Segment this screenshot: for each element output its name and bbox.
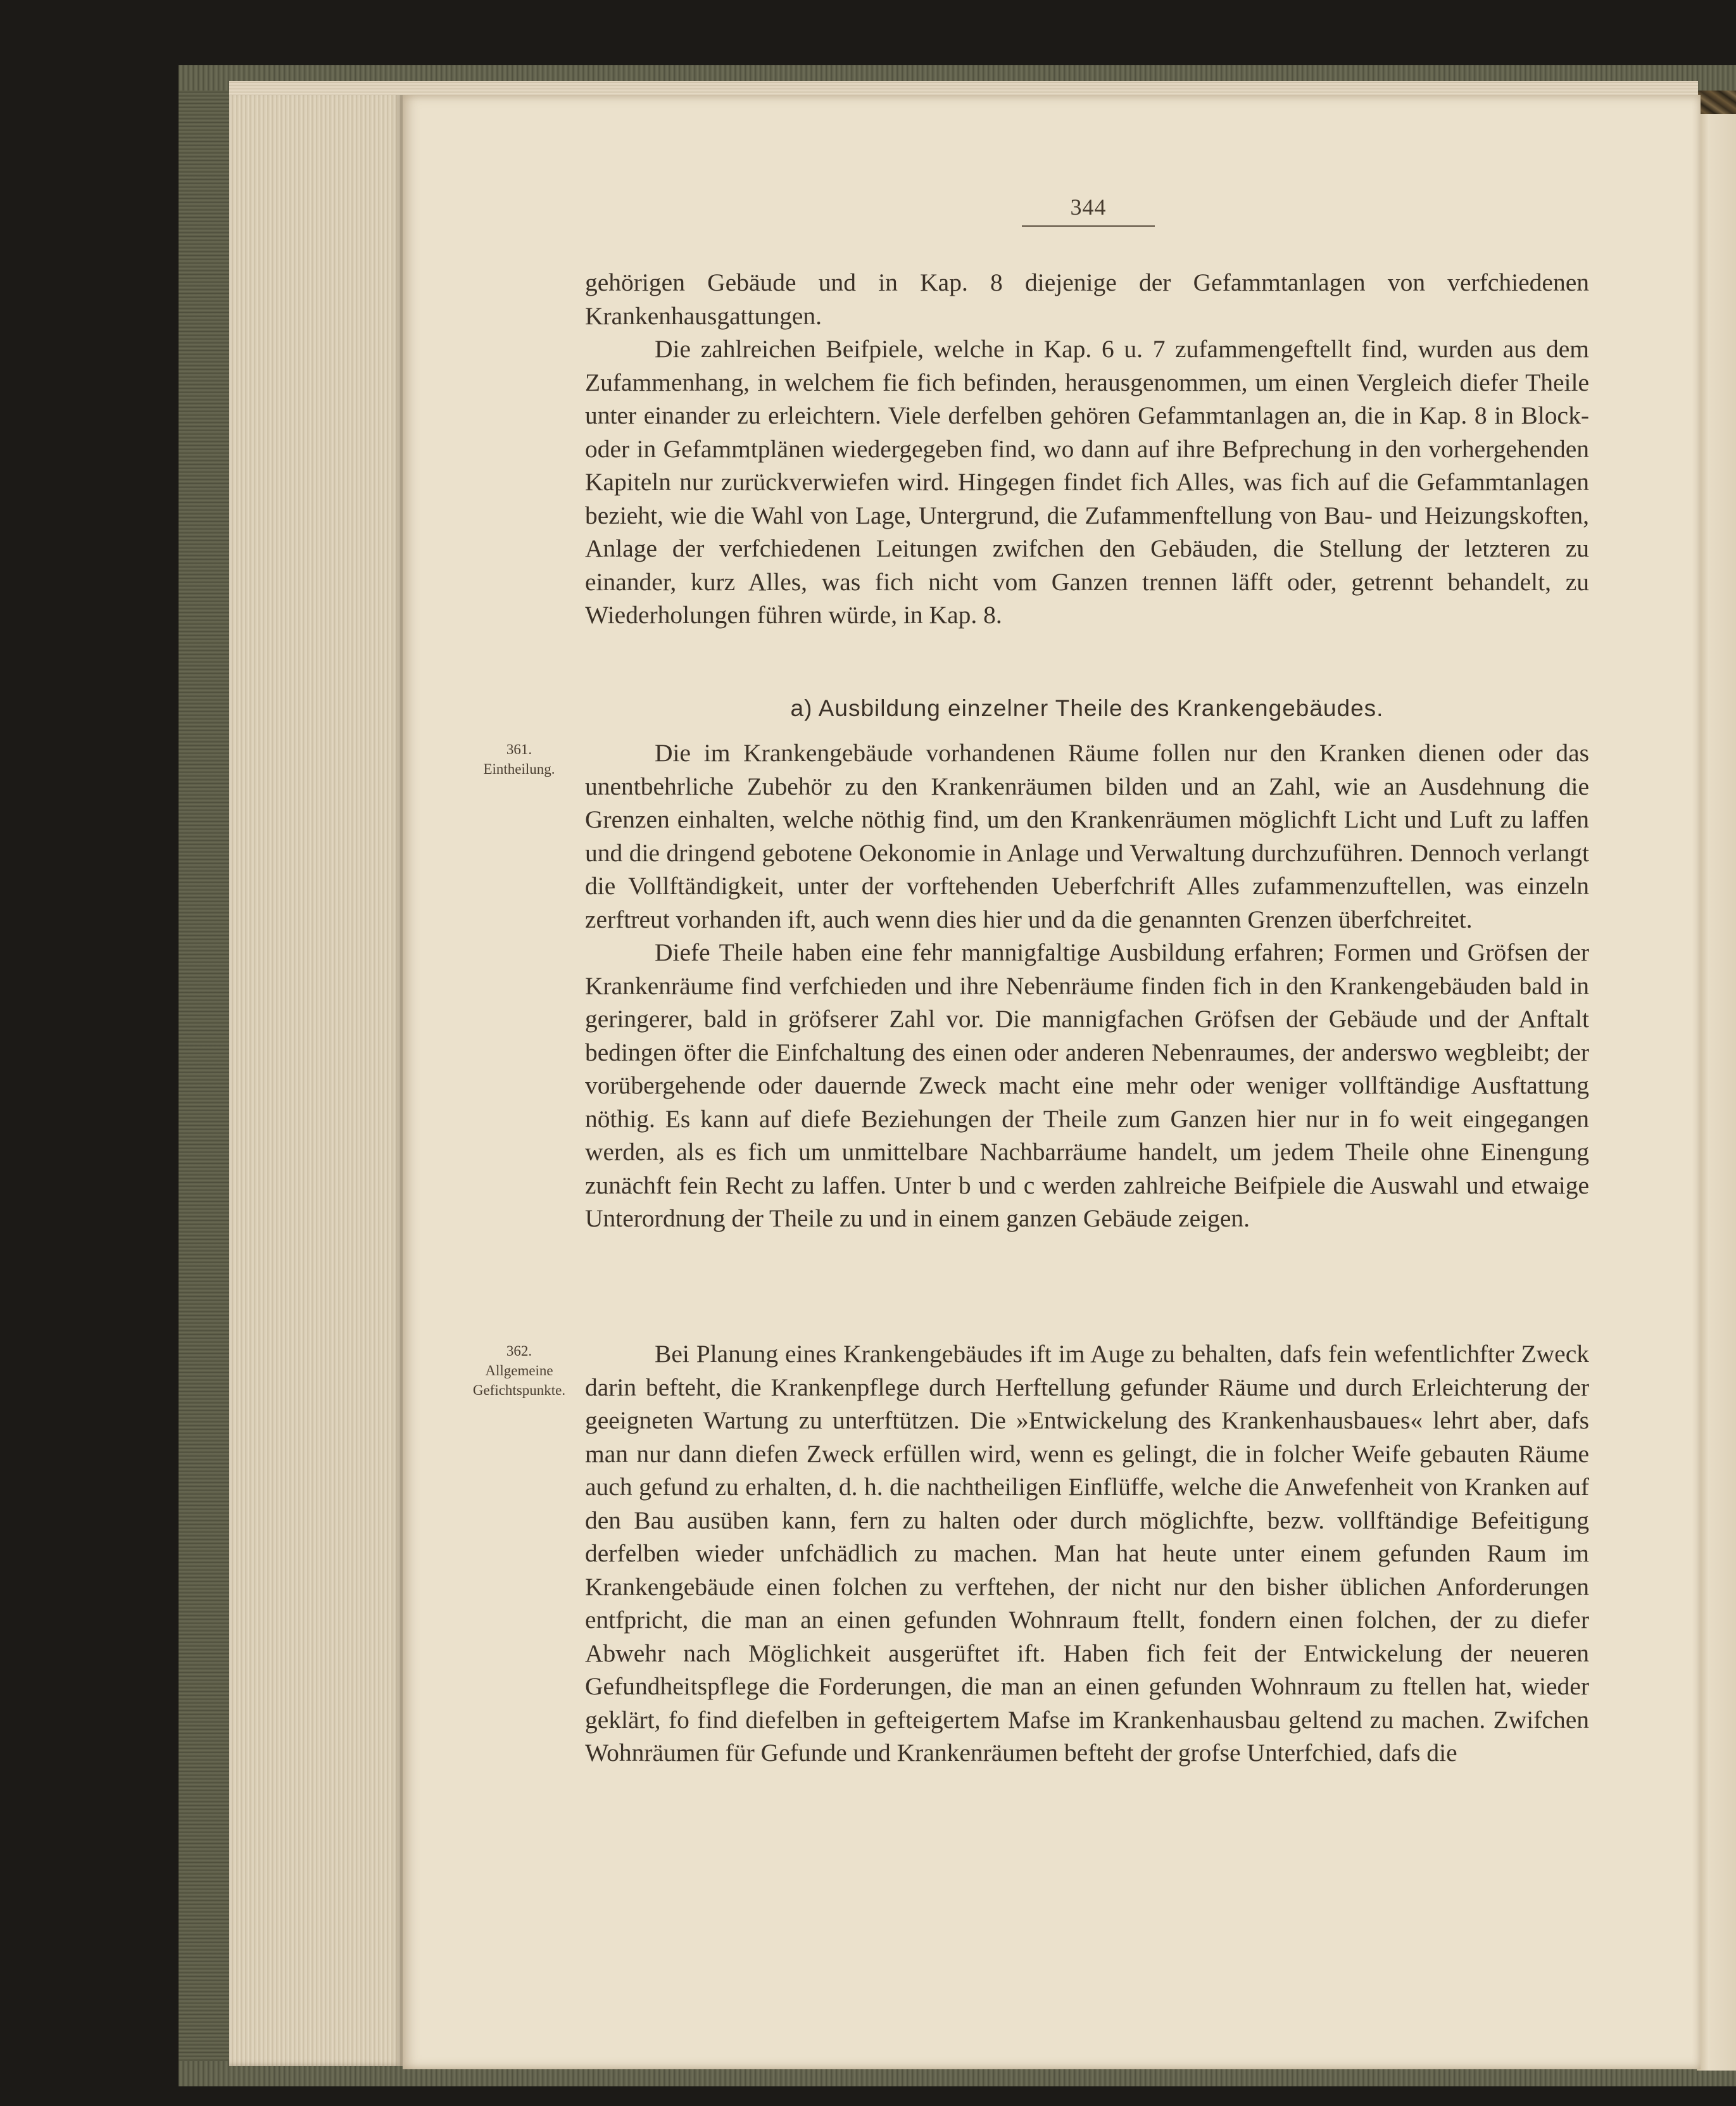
intro-paragraph-1: gehörigen Gebäude und in Kap. 8 diejenige der Gefammtanlagen von verfchiedenen Krankenhausgattungen. <box>585 268 1589 330</box>
page-number: 344 <box>1070 194 1107 220</box>
section-361-paragraph-1: Die im Krankengebäude vorhandenen Räume follen nur den Kranken dienen oder das unentbehrliche Zubehör zu den Krankenräumen bilden und an Zahl, wie an Ausdehnung die Grenzen einhalten, welche nöthig find, um den Krankenräumen möglichft Licht und Luft zu laffen und die dringend gebotene Oekonomie in Anlage und Verwaltung durchzuführen. Dennoch verlangt die Vollftändigkeit, unter der vorftehenden Ueberfchrift Alles zufammenzuftellen, was einzeln zerftreut vorhanden ift, auch wenn dies hier und da die genannten Grenzen überfchreitet. <box>585 739 1589 933</box>
section-362-text <box>585 1337 1589 1770</box>
marginal-label-line-1: Allgemeine <box>485 1363 553 1378</box>
book-binding-edge <box>179 65 229 2086</box>
intro-paragraph-2: Die zahlreichen Beifpiele, welche in Kap. 6 u. 7 zufammengeftellt find, wurden aus dem Zufammenhang, in welchem fie fich befinden, herausgenommen, um einen Vergleich diefer Theile unter einander zu erleichtern. Viele derfelben gehören Gefammtanlagen an, die in Kap. 8 in Block- oder in Gefammtplänen wiedergegeben find, wo dann auf ihre Befprechung in den vorhergehenden Kapiteln nur zurückverwiefen wird. Hingegen findet fich Alles, was fich auf die Gefammtanlagen bezieht, wie die Wahl von Lage, Untergrund, die Zufammenftellung von Bau- und Heizungskoften, Anlage der verfchiedenen Leitungen zwifchen den Gebäuden, die Stellung der letzteren zu einander, kurz Alles, was fich nicht vom Ganzen trennen läfft oder, getrennt behandelt, zu Wiederholungen führen würde, in Kap. 8. <box>585 335 1589 629</box>
marginal-note-362 <box>462 1341 576 1400</box>
marginal-label-line-2: Gefichtspunkte. <box>472 1382 566 1398</box>
page-stack-edges <box>229 91 403 2066</box>
page-stack-top-edges <box>229 81 1698 95</box>
marginal-label: Eintheilung. <box>483 761 555 777</box>
section-362-paragraph-1: Bei Planung eines Krankengebäudes ift im Auge zu behalten, dafs fein wefentlichfter Zweck darin befteht, die Krankenpflege durch Herftellung gefunder Räume und durch Erleichterung der geeigneten Wartung zu unterftützen. Die »Entwickelung des Krankenhausbaues« lehrt aber, dafs man nur dann diefen Zweck erfüllen wird, wenn es gelingt, die in folcher Weife gebauten Räume auch gefund zu erhalten, d. h. die nachtheiligen Einflüffe, welche die Anwefenheit von Kranken auf den Bau ausüben kann, fern zu halten oder durch möglichfte, bezw. vollftändige Befeitigung derfelben wieder unfchädlich zu machen. Man hat heute unter einem gefunden Raum im Krankengebäude einen folchen zu verftehen, der nicht nur den bisher üblichen Anforderungen entfpricht, die man an einen gefunden Wohnraum ftellt, fondern einen folchen, der zu diefer Abwehr nach Möglichkeit ausgerüftet ift. Haben fich feit der Entwickelung der neueren Gefundheitspflege die Forderungen, die man an einen gefunden Wohnraum zu ftellen hat, wieder geklärt, fo find diefelben in gefteigertem Mafse im Krankenhausbau geltend zu machen. Zwifchen Wohnräumen für Gefunde und Krankenräumen befteht der grofse Unterfchied, dafs die <box>585 1340 1589 1767</box>
facing-page-edge <box>1697 114 1736 2071</box>
marginal-note-361 <box>462 740 576 779</box>
section-361-paragraph-2: Diefe Theile haben eine fehr mannigfaltige Ausbildung erfahren; Formen und Gröfsen der Krankenräume find verfchieden und ihre Nebenräume finden fich in den Krankengebäuden bald in geringerer, bald in gröfserer Zahl vor. Die mannigfachen Gröfsen der Gebäude und der Anftalt bedingen öfter die Einfchaltung des einen oder anderen Nebenraumes, der anderswo wegbleibt; der vorübergehende oder dauernde Zweck macht eine mehr oder weniger vollftändige Ausftattung nöthig. Es kann auf diefe Beziehungen der Theile zum Ganzen hier nur in fo weit eingegangen werden, als es fich um unmittelbare Nachbarräume handelt, um jedem Theile ohne Einengung zunächft fein Recht zu laffen. Unter b und c werden zahlreiche Beifpiele die Auswahl und etwaige Unterordnung der Theile zu und in einem ganzen Gebäude zeigen. <box>585 938 1589 1232</box>
section-heading: a) Ausbildung einzelner Theile des Krankengebäudes. <box>790 695 1384 721</box>
marginal-number: 362. <box>506 1343 532 1359</box>
page-number-rule <box>1022 225 1155 227</box>
intro-text <box>585 266 1589 632</box>
section-361-text <box>585 736 1589 1235</box>
marginal-number: 361. <box>506 741 532 757</box>
